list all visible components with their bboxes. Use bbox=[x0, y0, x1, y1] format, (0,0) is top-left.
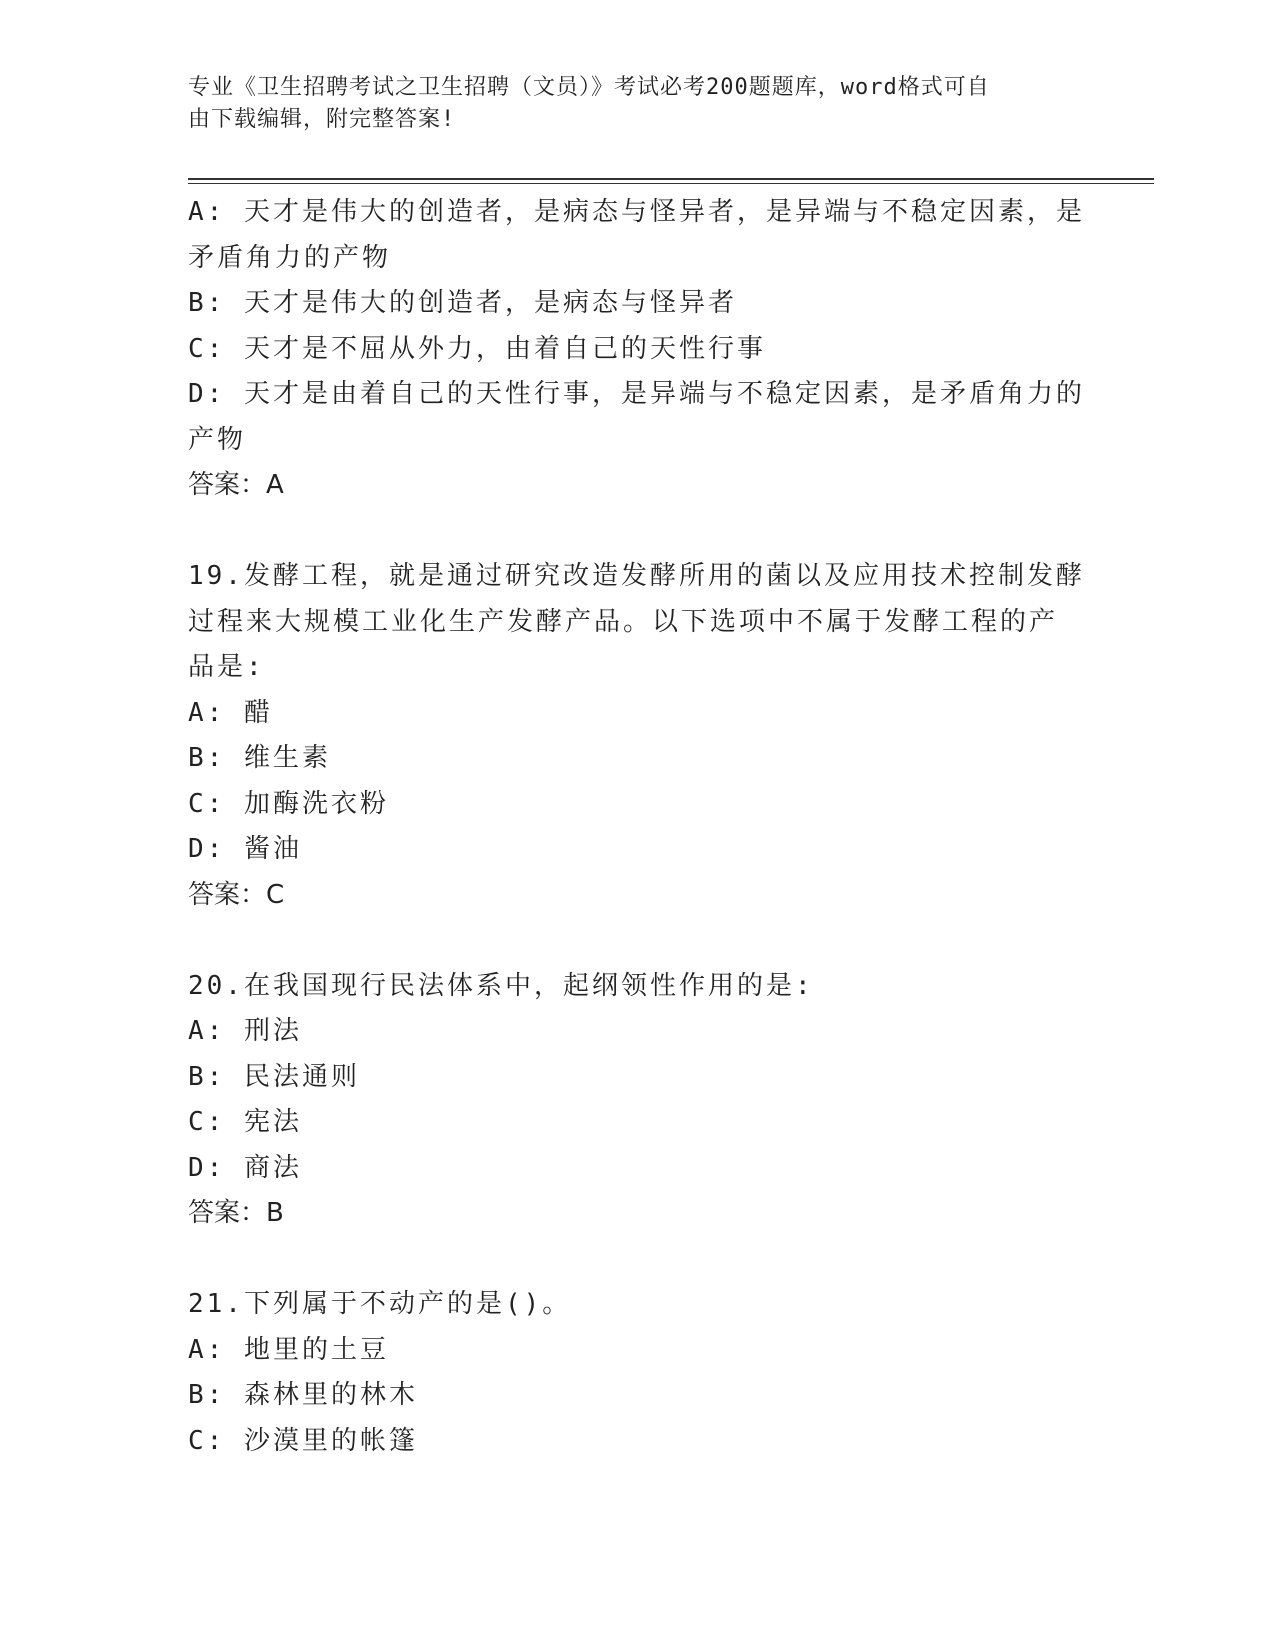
q20-stem: 20.在我国现行民法体系中，起纲领性作用的是: bbox=[188, 970, 814, 1001]
q18-option-d-line-1: D: 天才是由着自己的天性行事，是异端与不稳定因素，是矛盾角力的 bbox=[188, 379, 1085, 409]
spacer bbox=[188, 918, 1078, 964]
question-20-block bbox=[188, 964, 1078, 1237]
spacer bbox=[188, 509, 1078, 555]
q19-option-a: A: 醋 bbox=[188, 697, 273, 728]
document-header bbox=[188, 72, 1068, 136]
q18-answer: 答案：A bbox=[188, 470, 284, 500]
q19-stem-line-2: 过程来大规模工业化生产发酵产品。以下选项中不属于发酵工程的产 bbox=[188, 606, 1059, 637]
q19-option-c: C: 加酶洗衣粉 bbox=[188, 788, 389, 819]
q20-option-d: D: 商法 bbox=[188, 1152, 302, 1183]
header-rule-thin bbox=[188, 183, 1154, 184]
q19-stem-line-1: 19.发酵工程，就是通过研究改造发酵所用的菌以及应用技术控制发酵 bbox=[188, 561, 1085, 591]
q21-option-c: C: 沙漠里的帐篷 bbox=[188, 1425, 418, 1456]
question-19-block bbox=[188, 554, 1085, 918]
q19-answer: 答案：C bbox=[188, 879, 285, 910]
q19-option-b: B: 维生素 bbox=[188, 743, 331, 773]
q19-stem-line-3: 品是: bbox=[188, 652, 265, 682]
header-line-2: 由下载编辑，附完整答案! bbox=[188, 107, 456, 132]
q20-option-c: C: 宪法 bbox=[188, 1107, 302, 1137]
q21-stem: 21.下列属于不动产的是()。 bbox=[188, 1289, 572, 1319]
q18-option-c: C: 天才是不屈从外力，由着自己的天性行事 bbox=[188, 333, 766, 364]
question-list bbox=[188, 190, 1085, 1464]
q19-option-d: D: 酱油 bbox=[188, 834, 302, 864]
q18-option-d-line-2: 产物 bbox=[188, 424, 247, 455]
spacer bbox=[188, 1237, 1078, 1283]
q20-option-a: A: 刑法 bbox=[188, 1016, 302, 1046]
header-line-1: 专业《卫生招聘考试之卫生招聘（文员）》考试必考200题题库，word格式可自 bbox=[188, 75, 990, 100]
question-21-block bbox=[188, 1282, 1078, 1464]
q20-option-b: B: 民法通则 bbox=[188, 1061, 360, 1092]
q21-option-a: A: 地里的土豆 bbox=[188, 1334, 389, 1365]
q20-answer: 答案：B bbox=[188, 1198, 284, 1228]
question-18-block bbox=[188, 190, 1085, 509]
q21-option-b: B: 森林里的林木 bbox=[188, 1380, 418, 1410]
q18-option-a-line-1: A: 天才是伟大的创造者，是病态与怪异者，是异端与不稳定因素，是 bbox=[188, 197, 1085, 227]
q18-option-b: B: 天才是伟大的创造者，是病态与怪异者 bbox=[188, 288, 737, 318]
q18-option-a-line-2: 矛盾角力的产物 bbox=[188, 242, 392, 273]
header-rule-thick bbox=[188, 178, 1154, 180]
